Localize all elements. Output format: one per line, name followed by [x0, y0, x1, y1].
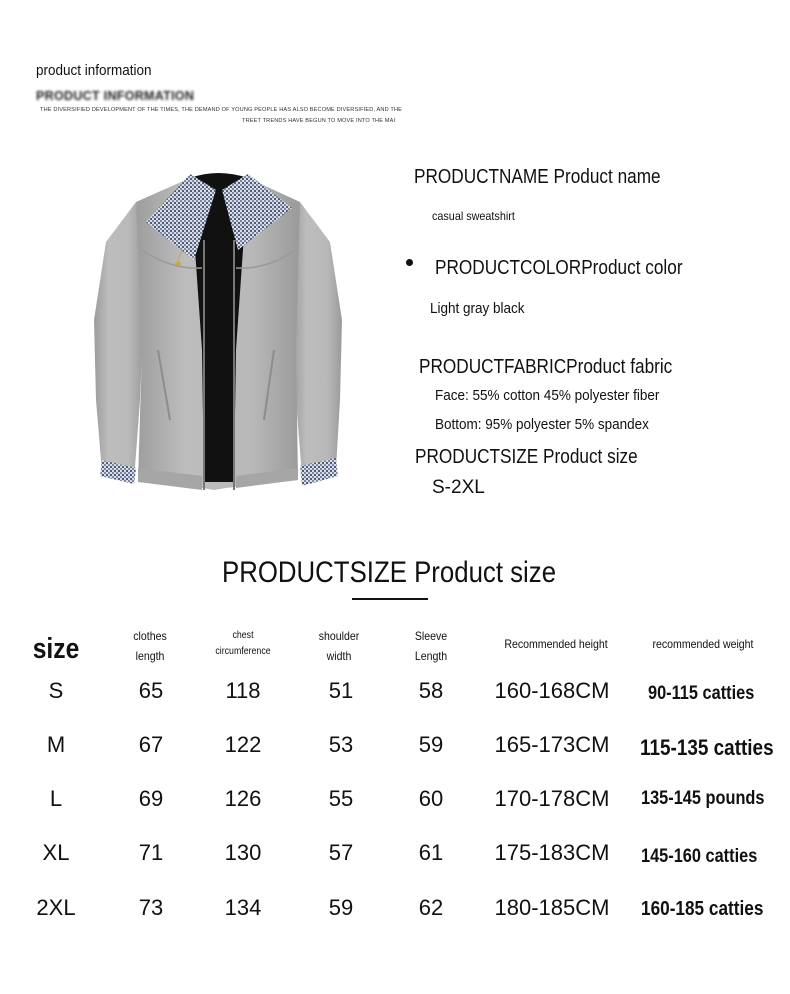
- cell-sleeve: 59: [418, 732, 444, 757]
- cell-weight: 145-160 catties: [641, 846, 758, 867]
- cell-sleeve: 62: [418, 895, 444, 920]
- header-sleeve: [396, 626, 466, 666]
- cell-chest: 134: [224, 895, 262, 920]
- cell-shoulder: 53: [328, 732, 354, 757]
- header-shoulder-line-2: width: [326, 649, 352, 663]
- cell-height: 165-173CM: [494, 732, 610, 757]
- cell-length: 67: [138, 732, 164, 757]
- cell-size: L: [49, 786, 63, 811]
- size-chart-title: PRODUCTSIZE Product size: [222, 556, 557, 589]
- header-sleeve-line-2: Length: [414, 649, 448, 663]
- cell-size: S: [48, 678, 64, 703]
- bullet-icon: [406, 259, 413, 266]
- header-tagline-line-2: TREET TRENDS HAVE BEGUN TO MOVE INTO THE MAI: [242, 118, 396, 124]
- fabric-face-value: Face: 55% cotton 45% polyester fiber: [435, 387, 660, 404]
- cell-height: 175-183CM: [494, 840, 610, 865]
- header-clothes-length-line-1: clothes: [133, 629, 167, 643]
- cell-length: 71: [138, 840, 164, 865]
- cell-shoulder: 57: [328, 840, 354, 865]
- cell-weight: 160-185 catties: [641, 898, 764, 920]
- product-jacket-image: [86, 150, 352, 510]
- header-clothes-length-line-2: length: [135, 649, 165, 663]
- cell-chest: 126: [224, 786, 262, 811]
- product-fabric-label: PRODUCTFABRICProduct fabric: [419, 356, 673, 378]
- header-shoulder-line-1: shoulder: [318, 629, 360, 643]
- cell-sleeve: 61: [418, 840, 444, 865]
- cell-length: 65: [138, 678, 164, 703]
- product-color-label: PRODUCTCOLORProduct color: [435, 257, 683, 279]
- header-chest-line-1: chest: [232, 630, 254, 641]
- header-chest-line-2: circumference: [215, 646, 271, 657]
- cell-weight: 115-135 catties: [640, 735, 774, 760]
- cell-length: 69: [138, 786, 164, 811]
- cell-shoulder: 51: [328, 678, 354, 703]
- cell-sleeve: 58: [418, 678, 444, 703]
- cell-height: 180-185CM: [494, 895, 610, 920]
- header-shoulder: [304, 626, 374, 666]
- product-size-value: S-2XL: [432, 477, 485, 498]
- page-header-subtitle-text: PRODUCT INFORMATION: [36, 89, 195, 103]
- header-recommended-height: Recommended height: [504, 637, 608, 651]
- cell-length: 73: [138, 895, 164, 920]
- page-header-subtitle: [36, 89, 194, 103]
- cell-weight: 90-115 catties: [648, 683, 755, 704]
- header-tagline-line-1: THE DIVERSIFIED DEVELOPMENT OF THE TIMES, THE DEMAND OF YOUNG PEOPLE HAS ALSO BECOME DIVERSIFIED, AND THE: [40, 107, 403, 113]
- cell-sleeve: 60: [418, 786, 444, 811]
- product-name-label: PRODUCTNAME Product name: [414, 166, 661, 188]
- cell-height: 170-178CM: [494, 786, 610, 811]
- header-recommended-weight: recommended weight: [652, 637, 754, 651]
- product-color-value: Light gray black: [430, 300, 525, 317]
- cell-chest: 122: [224, 732, 262, 757]
- cell-height: 160-168CM: [494, 678, 610, 703]
- page-header-title: product information: [36, 62, 152, 79]
- cell-size: 2XL: [36, 895, 76, 920]
- title-underline: [352, 598, 428, 600]
- header-size: size: [32, 633, 80, 665]
- header-sleeve-line-1: Sleeve: [414, 629, 448, 643]
- cell-size: M: [46, 732, 66, 757]
- fabric-bottom-value: Bottom: 95% polyester 5% spandex: [435, 416, 649, 433]
- cell-shoulder: 55: [328, 786, 354, 811]
- cell-chest: 118: [225, 678, 261, 703]
- cell-chest: 130: [224, 840, 262, 865]
- cell-size: XL: [42, 840, 70, 865]
- header-clothes-length: [115, 626, 185, 666]
- cell-weight: 135-145 pounds: [641, 788, 765, 809]
- product-size-label: PRODUCTSIZE Product size: [415, 446, 638, 468]
- header-chest: [203, 628, 282, 660]
- cell-shoulder: 59: [328, 895, 354, 920]
- product-name-value: casual sweatshirt: [432, 209, 515, 223]
